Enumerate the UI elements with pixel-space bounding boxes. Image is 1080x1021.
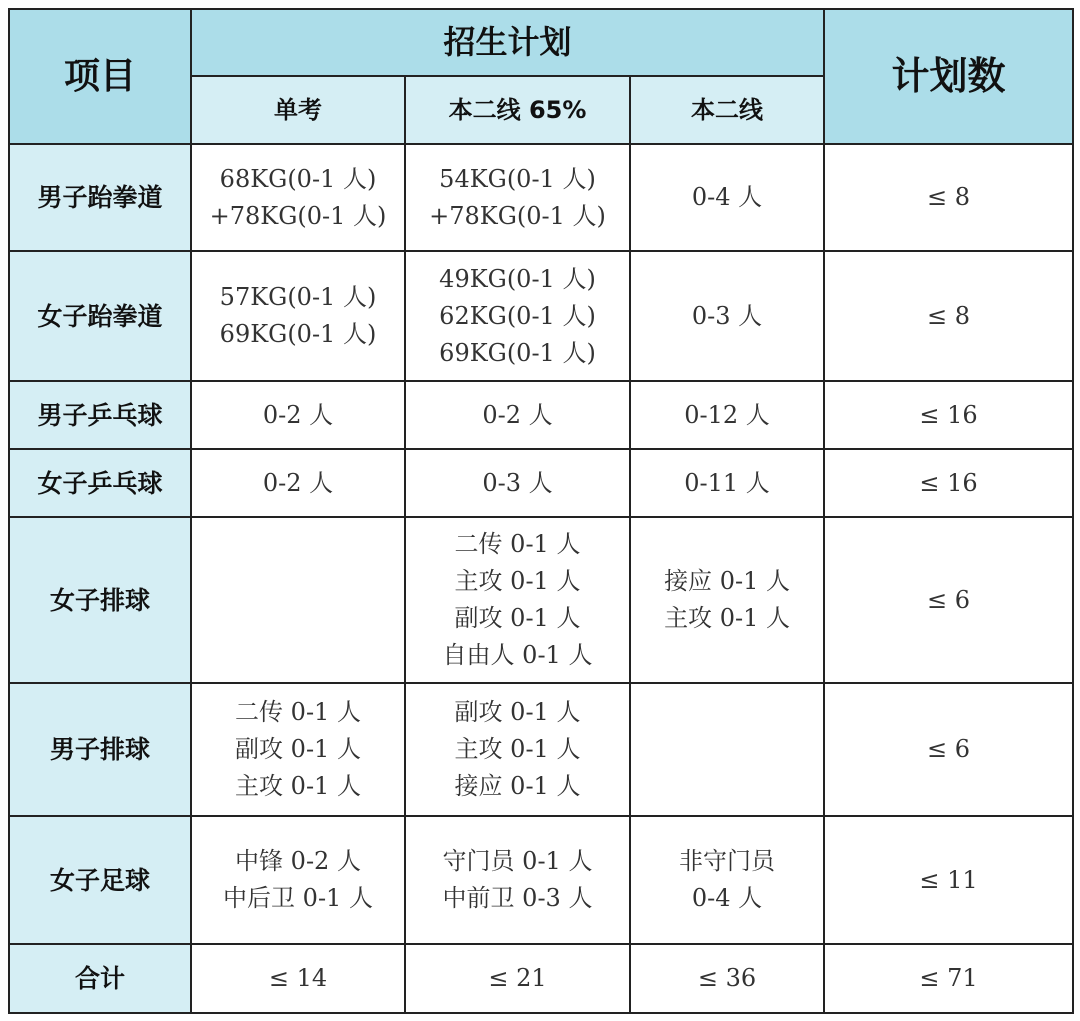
header-count: 计划数 <box>824 9 1073 144</box>
cell-line65: 0-2 人 <box>405 381 630 449</box>
table-row <box>9 144 1073 251</box>
table-row <box>9 683 1073 816</box>
cell-line65: 二传 0-1 人 主攻 0-1 人 副攻 0-1 人 自由人 0-1 人 <box>405 517 630 683</box>
cell-line <box>630 683 824 816</box>
cell-single: 中锋 0-2 人 中后卫 0-1 人 <box>191 816 405 944</box>
header-item: 项目 <box>9 9 191 144</box>
cell-line: 接应 0-1 人 主攻 0-1 人 <box>630 517 824 683</box>
cell-line65: 49KG(0-1 人) 62KG(0-1 人) 69KG(0-1 人) <box>405 251 630 381</box>
row-label: 女子跆拳道 <box>9 251 191 381</box>
cell-single: 68KG(0-1 人) +78KG(0-1 人) <box>191 144 405 251</box>
row-label: 女子乒乓球 <box>9 449 191 517</box>
row-label: 合计 <box>9 944 191 1013</box>
subheader-single: 单考 <box>191 76 405 144</box>
table-row <box>9 944 1073 1013</box>
cell-line: 0-3 人 <box>630 251 824 381</box>
cell-line65: 守门员 0-1 人 中前卫 0-3 人 <box>405 816 630 944</box>
cell-total: ≤ 71 <box>824 944 1073 1013</box>
admission-plan-table <box>8 8 1074 1014</box>
row-label: 男子排球 <box>9 683 191 816</box>
cell-line: ≤ 36 <box>630 944 824 1013</box>
row-label: 女子排球 <box>9 517 191 683</box>
subheader-line: 本二线 <box>630 76 824 144</box>
cell-line65: ≤ 21 <box>405 944 630 1013</box>
cell-single: ≤ 14 <box>191 944 405 1013</box>
cell-total: ≤ 6 <box>824 683 1073 816</box>
row-label: 男子跆拳道 <box>9 144 191 251</box>
cell-line: 0-12 人 <box>630 381 824 449</box>
cell-total: ≤ 8 <box>824 251 1073 381</box>
cell-total: ≤ 16 <box>824 449 1073 517</box>
table-row <box>9 517 1073 683</box>
cell-single: 0-2 人 <box>191 381 405 449</box>
subheader-line65: 本二线 65% <box>405 76 630 144</box>
cell-line: 0-11 人 <box>630 449 824 517</box>
table-row <box>9 816 1073 944</box>
table-row <box>9 381 1073 449</box>
cell-single: 0-2 人 <box>191 449 405 517</box>
cell-line65: 副攻 0-1 人 主攻 0-1 人 接应 0-1 人 <box>405 683 630 816</box>
cell-line: 非守门员 0-4 人 <box>630 816 824 944</box>
cell-line: 0-4 人 <box>630 144 824 251</box>
table-row <box>9 449 1073 517</box>
cell-line65: 0-3 人 <box>405 449 630 517</box>
cell-single: 二传 0-1 人 副攻 0-1 人 主攻 0-1 人 <box>191 683 405 816</box>
cell-line65: 54KG(0-1 人) +78KG(0-1 人) <box>405 144 630 251</box>
cell-total: ≤ 8 <box>824 144 1073 251</box>
cell-total: ≤ 16 <box>824 381 1073 449</box>
cell-total: ≤ 6 <box>824 517 1073 683</box>
cell-single: 57KG(0-1 人) 69KG(0-1 人) <box>191 251 405 381</box>
cell-single <box>191 517 405 683</box>
header-plan: 招生计划 <box>191 9 824 76</box>
row-label: 女子足球 <box>9 816 191 944</box>
table-row <box>9 251 1073 381</box>
row-label: 男子乒乓球 <box>9 381 191 449</box>
cell-total: ≤ 11 <box>824 816 1073 944</box>
